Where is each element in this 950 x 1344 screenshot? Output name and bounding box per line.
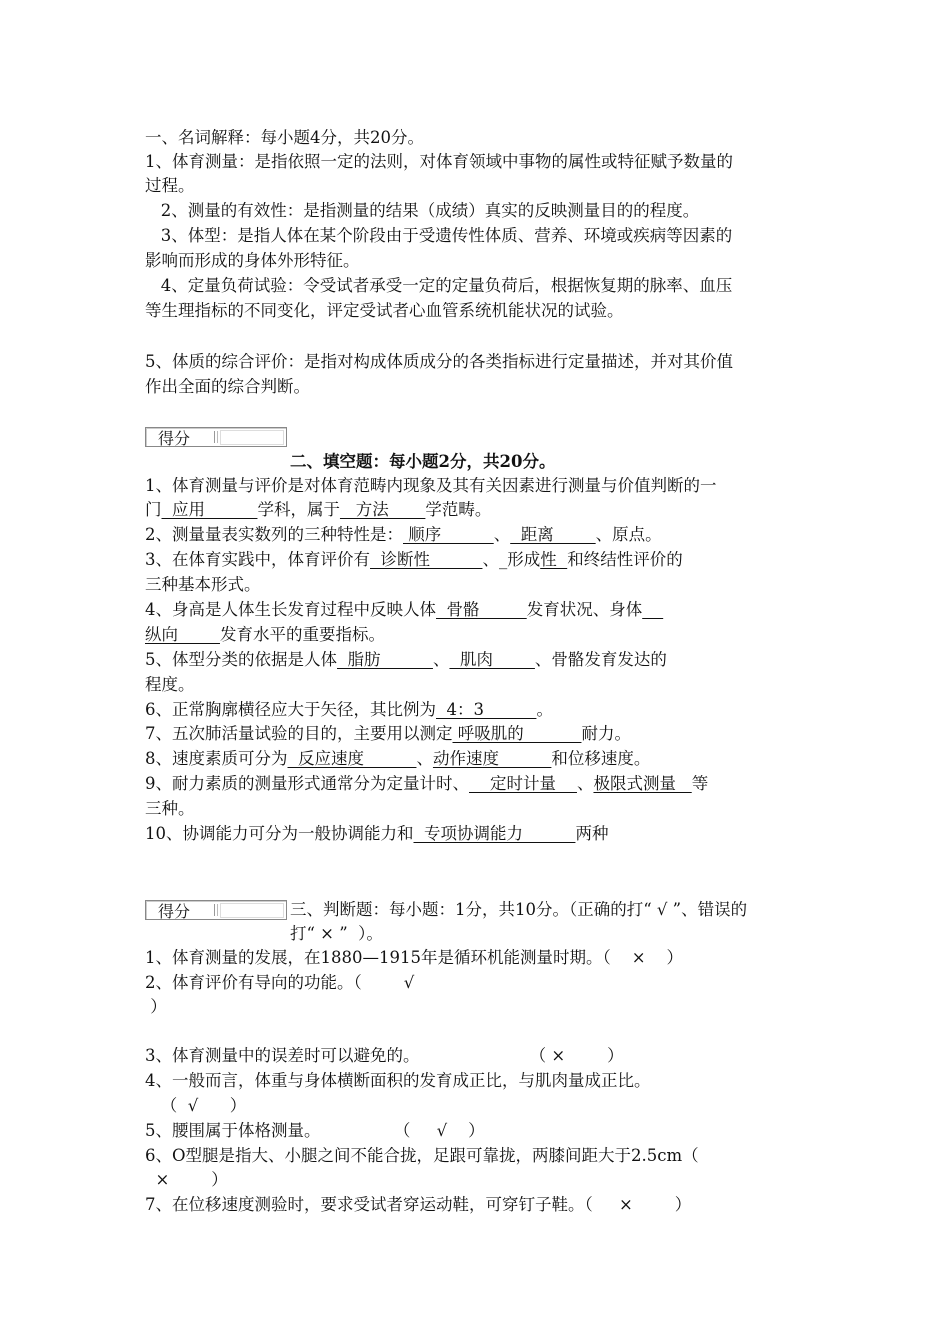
answer-blank: 反应速度 xyxy=(287,749,417,768)
judge-item: 4、一般而言，体重与身体横断面积的发育成正比，与肌肉量成正比。 xyxy=(145,1071,651,1090)
answer-blank: 动作速度 xyxy=(432,749,552,768)
fill-question-5-cont: 程度。 xyxy=(145,675,195,694)
judge-item: 1、体育测量的发展，在1880—1915年是循环机能测量时期。（ × ） xyxy=(145,948,684,967)
fill-question-1-cont: 门 应用 学科，属于 方法 学范畴。 xyxy=(145,500,492,519)
score-box[interactable] xyxy=(145,900,287,920)
fill-question-1: 1、体育测量与评价是对体育范畴内现象及其有关因素进行测量与价值判断的一 xyxy=(145,476,717,495)
answer-blank: 呼吸肌的 xyxy=(452,724,582,743)
fill-question-3-cont: 三种基本形式。 xyxy=(145,575,261,594)
score-divider xyxy=(214,431,218,443)
answer-blank: 专项协调能力 xyxy=(413,824,576,843)
answer-blank: 4：3 xyxy=(436,700,537,719)
judge-item: × ） xyxy=(145,1170,228,1189)
section3-heading: 三、判断题：每小题：1分，共10分。（正确的打“ √ ”、错误的 xyxy=(290,900,748,919)
answer-blank: 方法 xyxy=(339,500,426,519)
definition-line: 4、定量负荷试验：令受试者承受一定的定量负荷后，根据恢复期的脉率、血压 xyxy=(145,276,733,295)
answer-blank: 性 xyxy=(540,550,568,569)
fill-question-10: 10、协调能力可分为一般协调能力和 专项协调能力 两种 xyxy=(145,824,609,843)
fill-question-8: 8、速度素质可分为 反应速度 、动作速度 和位移速度。 xyxy=(145,749,651,768)
judge-item: 6、O型腿是指大、小腿之间不能合拢，足跟可靠拢，两膝间距大于2.5cm（ xyxy=(145,1146,699,1165)
score-input[interactable] xyxy=(220,430,284,445)
answer-blank: 顺序 xyxy=(403,525,494,544)
score-box-label: 得分 xyxy=(158,429,191,448)
answer-blank xyxy=(642,600,663,619)
fill-question-4: 4、身高是人体生长发育过程中反映人体 骨骼 发育状况、身体 xyxy=(145,598,663,622)
answer-blank: 肌肉 xyxy=(449,650,535,669)
answer-blank: 骨骼 xyxy=(436,600,527,619)
definition-line: 2、测量的有效性：是指测量的结果（成绩）真实的反映测量目的的程度。 xyxy=(145,201,700,220)
judge-item: 7、在位移速度测验时，要求受试者穿运动鞋，可穿钉子鞋。（ × ） xyxy=(145,1195,692,1214)
judge-item: ） xyxy=(145,997,167,1016)
fill-question-2: 2、测量量表实数列的三种特性是： 顺序 、 距离 、原点。 xyxy=(145,525,662,544)
score-box-label: 得分 xyxy=(158,902,191,921)
definition-line: 等生理指标的不同变化，评定受试者心血管系统机能状况的试验。 xyxy=(145,301,624,320)
fill-question-5: 5、体型分类的依据是人体 脂肪 、 肌肉 、骨骼发育发达的 xyxy=(145,650,667,669)
answer-blank: 极限式测量 xyxy=(593,774,692,793)
fill-question-4-cont: 纵向 发育水平的重要指标。 xyxy=(145,625,385,644)
fill-question-3: 3、在体育实践中，体育评价有 诊断性 、_形成性 和终结性评价的 xyxy=(145,550,683,569)
fill-question-6: 6、正常胸廓横径应大于矢径，其比例为 4：3 。 xyxy=(145,700,553,719)
section3-heading-cont: 打“ × ” ）。 xyxy=(290,924,383,943)
judge-item: 2、体育评价有导向的功能。（ √ xyxy=(145,973,415,992)
score-box[interactable] xyxy=(145,427,287,447)
answer-blank: 纵向 xyxy=(145,625,220,644)
fill-question-7: 7、五次肺活量试验的目的，主要用以测定 呼吸肌的 耐力。 xyxy=(145,724,631,743)
definition-line: 过程。 xyxy=(145,176,195,195)
definition-line: 3、体型：是指人体在某个阶段由于受遗传性体质、营养、环境或疾病等因素的 xyxy=(145,226,733,245)
judge-item: （ √ ） xyxy=(145,1096,247,1115)
judge-item: 5、腰围属于体格测量。 （ √ ） xyxy=(145,1121,485,1140)
section2-heading: 二、填空题：每小题2分，共20分。 xyxy=(290,452,556,471)
definition-line: 影响而形成的身体外形特征。 xyxy=(145,251,360,270)
answer-blank: 诊断性 xyxy=(370,550,483,569)
score-divider xyxy=(214,904,218,916)
answer-blank: 脂肪 xyxy=(337,650,433,669)
score-input[interactable] xyxy=(220,903,284,918)
fill-question-9-cont: 三种。 xyxy=(145,799,195,818)
answer-blank: 定时计量 xyxy=(469,774,577,793)
definition-line: 1、体育测量：是指依照一定的法则，对体育领域中事物的属性或特征赋予数量的 xyxy=(145,152,733,171)
definition-line: 5、体质的综合评价：是指对构成体质成分的各类指标进行定量描述，并对其价值 xyxy=(145,352,733,371)
answer-blank: 应用 xyxy=(161,500,258,519)
section1-heading: 一、名词解释：每小题4分，共20分。 xyxy=(145,128,424,147)
answer-blank: 距离 xyxy=(510,525,596,544)
fill-question-9: 9、耐力素质的测量形式通常分为定量计时、 定时计量 、极限式测量 等 xyxy=(145,774,709,793)
judge-item: 3、体育测量中的误差时可以避免的。 （ × ） xyxy=(145,1046,624,1065)
definition-line: 作出全面的综合判断。 xyxy=(145,377,310,396)
